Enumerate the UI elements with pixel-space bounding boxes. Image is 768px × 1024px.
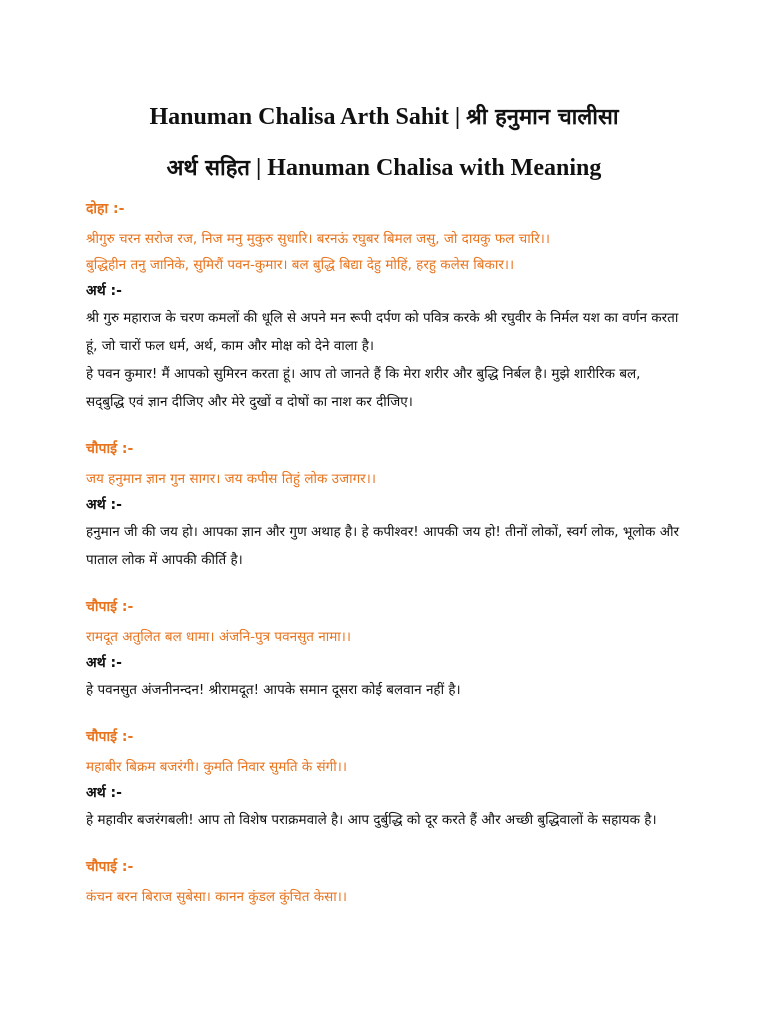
title-line-2: [60, 143, 708, 194]
title-line-1: [60, 92, 708, 143]
meaning-paragraph: हे पवन कुमार! मैं आपको सुमिरन करता हूं। आप तो जानते हैं कि मेरा शरीर और बुद्धि निर्बल है। मुझे शारीरिक बल, सद्‍बुद्धि एवं ज्ञान दीजिए और मेरे दुखों व दोषों का नाश कर दीजिए।: [86, 366, 641, 410]
meaning-label: अर्थ :-: [86, 283, 122, 299]
meaning-label: अर्थ :-: [86, 785, 122, 801]
page-title: [60, 92, 708, 194]
section-heading: चौपाई :-: [86, 599, 134, 615]
verse-line: जय हनुमान ज्ञान गुन सागर। जय कपीस तिहुं लोक उजागर।।: [86, 471, 376, 487]
section-heading: दोहा :-: [86, 201, 125, 217]
section-heading: चौपाई :-: [86, 729, 134, 745]
verse-line: महाबीर बिक्रम बजरंगी। कुमति निवार सुमति के संगी।।: [86, 759, 347, 775]
meaning-label: अर्थ :-: [86, 497, 122, 513]
chalisa-content: [86, 198, 682, 932]
section-chaupai: [86, 726, 682, 834]
meaning-label: अर्थ :-: [86, 655, 122, 671]
title-en-part-1: Hanuman Chalisa Arth Sahit |: [149, 104, 467, 130]
title-hi-part-1: श्री हनुमान चालीसा: [466, 105, 619, 130]
verse-line: कंचन बरन बिराज सुबेसा। कानन कुंडल कुंचित केसा।।: [86, 889, 347, 905]
meaning-paragraph: श्री गुरु महाराज के चरण कमलों की धूलि से अपने मन रूपी दर्पण को पवित्र करके श्री रघुवीर के निर्मल यश का वर्णन करता हूं, जो चारों फल धर्म, अर्थ, काम और मोक्ष को देने वाला है।: [86, 310, 679, 354]
section-chaupai: [86, 856, 682, 910]
section-heading: चौपाई :-: [86, 859, 134, 875]
section-chaupai: [86, 596, 682, 704]
verse-line: श्रीगुरु चरन सरोज रज, निज मनु मुकुरु सुधारि। बरनऊं रघुबर बिमल जसु, जो दायकु फल चारि।।: [86, 231, 550, 247]
meaning-paragraph: हे पवनसुत अंजनीनन्दन! श्रीरामदूत! आपके समान दूसरा कोई बलवान नहीं है।: [86, 682, 461, 698]
meaning-paragraph: हे महावीर बजरंगबली! आप तो विशेष पराक्रमवाले है। आप दुर्बुद्धि को दूर करते हैं और अच्छी बुद्धिवालों के सहायक है।: [86, 812, 657, 828]
meaning-paragraph: हनुमान जी की जय हो। आपका ज्ञान और गुण अथाह है। हे कपीश्वर! आपकी जय हो! तीनों लोकों, स्वर्ग लोक, भूलोक और पाताल लोक में आपकी कीर्ति है।: [86, 524, 680, 568]
section-chaupai: [86, 438, 682, 574]
title-hi-part-2: अर्थ सहित: [166, 156, 250, 181]
section-heading: चौपाई :-: [86, 441, 134, 457]
title-en-part-2: | Hanuman Chalisa with Meaning: [249, 155, 602, 181]
section-doha: [86, 198, 682, 416]
verse-line: बुद्धिहीन तनु जानिके, सुमिरौं पवन-कुमार। बल बुद्धि बिद्या देहु मोहिं, हरहु कलेस बिकार।।: [86, 257, 515, 273]
verse-line: रामदूत अतुलित बल धामा। अंजनि-पुत्र पवनसुत नामा।।: [86, 629, 351, 645]
